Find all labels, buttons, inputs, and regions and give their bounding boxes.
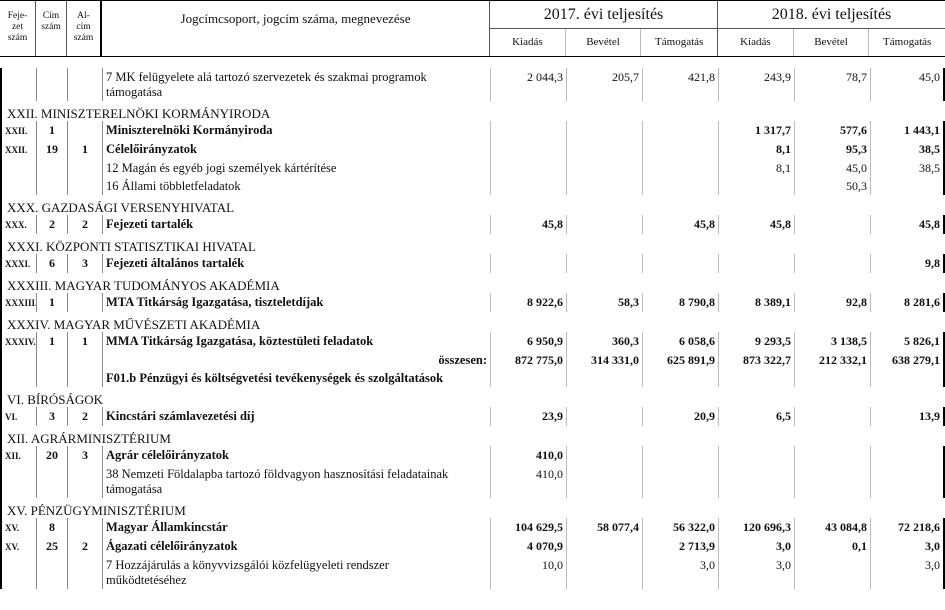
alcim-cell xyxy=(67,556,102,589)
fejezet-cell: XXXI. xyxy=(0,254,36,273)
tamogatas-2017-cell: 421,8 xyxy=(642,68,718,101)
table-row xyxy=(0,215,945,234)
bevetel-2017-cell: 58 077,4 xyxy=(566,518,642,537)
name-cell: Ágazati célelőirányzatok xyxy=(102,537,490,556)
name-cell: 7 MK felügyelete alá tartozó szervezetek és szakmai programok támogatása xyxy=(102,68,490,101)
bevetel-2018-cell xyxy=(794,556,870,589)
col-alcim: Al- cím szám xyxy=(67,1,102,56)
kiadas-2018-cell: 243,9 xyxy=(718,68,794,101)
tamogatas-2018-cell xyxy=(870,446,945,465)
name-cell: 12 Magán és egyéb jogi személyek kártérítése xyxy=(102,159,490,177)
tamogatas-2017-cell xyxy=(642,159,718,177)
table-body xyxy=(0,68,945,589)
table-row xyxy=(0,351,945,369)
kiadas-2018-cell: 3,0 xyxy=(718,556,794,589)
bevetel-2018-cell xyxy=(794,446,870,465)
kiadas-2018-cell: 6,5 xyxy=(718,407,794,426)
cim-cell xyxy=(36,351,67,369)
bevetel-2017-cell: 360,3 xyxy=(566,332,642,351)
name-cell: Agrár célelőirányzatok xyxy=(102,446,490,465)
name-cell: F01.b Pénzügyi és költségvetési tevékenységek és szolgáltatások xyxy=(102,369,490,387)
col-bevetel-2017: Bevétel xyxy=(566,29,642,56)
cim-cell: 8 xyxy=(36,518,67,537)
fejezet-cell: XV. xyxy=(0,537,36,556)
tamogatas-2017-cell: 625 891,9 xyxy=(642,351,718,369)
kiadas-2017-cell xyxy=(490,159,566,177)
name-cell: 16 Állami többletfeladatok xyxy=(102,177,490,195)
cim-cell: 1 xyxy=(36,332,67,351)
alcim-cell xyxy=(67,465,102,498)
name-cell: MTA Titkárság Igazgatása, tiszteletdíjak xyxy=(102,293,490,312)
table-header xyxy=(0,0,945,57)
tamogatas-2018-cell: 38,5 xyxy=(870,140,945,159)
kiadas-2017-cell xyxy=(490,254,566,273)
cim-cell xyxy=(36,369,67,387)
kiadas-2018-cell: 8,1 xyxy=(718,140,794,159)
tamogatas-2017-cell xyxy=(642,140,718,159)
cim-cell: 1 xyxy=(36,121,67,140)
name-cell: MMA Titkárság Igazgatása, köztestületi feladatok xyxy=(102,332,490,351)
tamogatas-2017-cell xyxy=(642,177,718,195)
cim-cell: 25 xyxy=(36,537,67,556)
alcim-cell: 3 xyxy=(67,446,102,465)
bevetel-2018-cell xyxy=(794,215,870,234)
tamogatas-2017-cell: 20,9 xyxy=(642,407,718,426)
kiadas-2017-cell: 410,0 xyxy=(490,465,566,498)
bevetel-2017-cell xyxy=(566,369,642,387)
alcim-cell xyxy=(67,369,102,387)
alcim-cell: 1 xyxy=(67,332,102,351)
table-row xyxy=(0,177,945,195)
kiadas-2018-cell xyxy=(718,465,794,498)
fejezet-cell xyxy=(0,465,36,498)
col-name: Jogcímcsoport, jogcím száma, megnevezése xyxy=(102,1,490,56)
section-heading: XXX. GAZDASÁGI VERSENYHIVATAL xyxy=(0,195,945,215)
cim-cell: 20 xyxy=(36,446,67,465)
table-row xyxy=(0,68,945,101)
bevetel-2017-cell xyxy=(566,465,642,498)
cim-cell: 6 xyxy=(36,254,67,273)
kiadas-2018-cell xyxy=(718,446,794,465)
section-heading: VI. BÍRÓSÁGOK xyxy=(0,387,945,407)
fejezet-cell: XXX. xyxy=(0,215,36,234)
bevetel-2017-cell xyxy=(566,254,642,273)
section-heading: XXXIII. MAGYAR TUDOMÁNYOS AKADÉMIA xyxy=(0,273,945,293)
bevetel-2017-cell: 205,7 xyxy=(566,68,642,101)
fejezet-cell xyxy=(0,369,36,387)
tamogatas-2017-cell: 2 713,9 xyxy=(642,537,718,556)
year-2018-title: 2018. évi teljesítés xyxy=(718,1,945,29)
kiadas-2017-cell: 8 922,6 xyxy=(490,293,566,312)
section-heading: XII. AGRÁRMINISZTÉRIUM xyxy=(0,426,945,446)
tamogatas-2017-cell xyxy=(642,446,718,465)
bevetel-2017-cell xyxy=(566,215,642,234)
table-row xyxy=(0,556,945,589)
cim-cell: 3 xyxy=(36,407,67,426)
bevetel-2017-cell xyxy=(566,446,642,465)
kiadas-2018-cell xyxy=(718,177,794,195)
table-row xyxy=(0,121,945,140)
fejezet-cell: XXXIV. xyxy=(0,332,36,351)
fejezet-cell: XXII. xyxy=(0,121,36,140)
table-row xyxy=(0,446,945,465)
cim-cell: 19 xyxy=(36,140,67,159)
table-row xyxy=(0,140,945,159)
year-2017-title: 2017. évi teljesítés xyxy=(490,1,717,29)
col-tamogatas-2018: Támogatás xyxy=(883,36,932,48)
alcim-cell xyxy=(67,68,102,101)
alcim-cell xyxy=(67,351,102,369)
kiadas-2017-cell: 104 629,5 xyxy=(490,518,566,537)
year-2018-group xyxy=(718,1,945,56)
kiadas-2017-cell: 4 070,9 xyxy=(490,537,566,556)
col-kiadas-2017: Kiadás xyxy=(490,29,566,56)
tamogatas-2017-cell: 3,0 xyxy=(642,556,718,589)
tamogatas-2018-cell: 3,0 xyxy=(870,556,945,589)
col-bevetel-2018: Bevétel xyxy=(794,29,870,56)
table-row xyxy=(0,518,945,537)
table-row xyxy=(0,159,945,177)
table-row xyxy=(0,465,945,498)
table-row xyxy=(0,369,945,387)
name-cell: Célelőirányzatok xyxy=(102,140,490,159)
bevetel-2018-cell: 92,8 xyxy=(794,293,870,312)
bevetel-2018-cell: 95,3 xyxy=(794,140,870,159)
section-heading: XXXI. KÖZPONTI STATISZTIKAI HIVATAL xyxy=(0,234,945,254)
name-cell: 7 Hozzájárulás a könyvvizsgálói közfelügyeleti rendszer működtetéséhez xyxy=(102,556,490,589)
kiadas-2018-cell: 873 322,7 xyxy=(718,351,794,369)
cim-cell: 1 xyxy=(36,293,67,312)
kiadas-2018-cell: 3,0 xyxy=(718,537,794,556)
table-row xyxy=(0,293,945,312)
bevetel-2017-cell xyxy=(566,537,642,556)
alcim-cell: 3 xyxy=(67,254,102,273)
tamogatas-2018-cell xyxy=(870,465,945,498)
year-2017-group xyxy=(490,1,718,56)
fejezet-cell xyxy=(0,68,36,101)
kiadas-2017-cell xyxy=(490,121,566,140)
fejezet-cell xyxy=(0,556,36,589)
name-cell: Miniszterelnöki Kormányiroda xyxy=(102,121,490,140)
kiadas-2017-cell xyxy=(490,140,566,159)
kiadas-2018-cell xyxy=(718,254,794,273)
alcim-cell xyxy=(67,293,102,312)
header-spacer xyxy=(0,57,945,68)
bevetel-2017-cell xyxy=(566,556,642,589)
cim-cell xyxy=(36,556,67,589)
fejezet-cell xyxy=(0,177,36,195)
tamogatas-2017-cell: 45,8 xyxy=(642,215,718,234)
fejezet-cell: XXXIII. xyxy=(0,293,36,312)
tamogatas-2018-cell: 45,8 xyxy=(870,215,945,234)
name-cell: Kincstári számlavezetési díj xyxy=(102,407,490,426)
bevetel-2017-cell: 314 331,0 xyxy=(566,351,642,369)
bevetel-2018-cell: 43 084,8 xyxy=(794,518,870,537)
col-fejezet: Feje- zet szám xyxy=(0,1,36,56)
tamogatas-2018-cell: 45,0 xyxy=(870,68,945,101)
bevetel-2018-cell: 577,6 xyxy=(794,121,870,140)
bevetel-2018-cell xyxy=(794,465,870,498)
bevetel-2018-cell: 45,0 xyxy=(794,159,870,177)
fejezet-cell: XII. xyxy=(0,446,36,465)
tamogatas-2018-cell: 72 218,6 xyxy=(870,518,945,537)
bevetel-2017-cell xyxy=(566,140,642,159)
name-cell: Magyar Államkincstár xyxy=(102,518,490,537)
kiadas-2018-cell xyxy=(718,369,794,387)
bevetel-2017-cell xyxy=(566,121,642,140)
tamogatas-2018-cell xyxy=(870,177,945,195)
name-cell: Fejezeti általános tartalék xyxy=(102,254,490,273)
section-heading: XXXIV. MAGYAR MŰVÉSZETI AKADÉMIA xyxy=(0,312,945,332)
tamogatas-2017-cell: 56 322,0 xyxy=(642,518,718,537)
tamogatas-2018-cell: 3,0 xyxy=(870,537,945,556)
cim-cell xyxy=(36,68,67,101)
tamogatas-2017-cell xyxy=(642,121,718,140)
cim-cell xyxy=(36,159,67,177)
cim-cell xyxy=(36,465,67,498)
kiadas-2017-cell: 872 775,0 xyxy=(490,351,566,369)
col-cim: Cím szám xyxy=(36,1,67,56)
kiadas-2018-cell: 8 389,1 xyxy=(718,293,794,312)
name-cell: összesen: xyxy=(102,351,490,369)
fejezet-cell: XXII. xyxy=(0,140,36,159)
alcim-cell: 2 xyxy=(67,537,102,556)
table-row xyxy=(0,537,945,556)
col-kiadas-2018: Kiadás xyxy=(718,29,794,56)
tamogatas-2017-cell xyxy=(642,369,718,387)
kiadas-2017-cell: 45,8 xyxy=(490,215,566,234)
kiadas-2017-cell xyxy=(490,369,566,387)
kiadas-2017-cell: 6 950,9 xyxy=(490,332,566,351)
fejezet-cell: VI. xyxy=(0,407,36,426)
tamogatas-2018-cell: 638 279,1 xyxy=(870,351,945,369)
name-cell: 38 Nemzeti Földalapba tartozó földvagyon hasznosítási feladatainak támogatása xyxy=(102,465,490,498)
bevetel-2018-cell xyxy=(794,254,870,273)
alcim-cell xyxy=(67,159,102,177)
cim-cell: 2 xyxy=(36,215,67,234)
alcim-cell: 1 xyxy=(67,140,102,159)
table-row xyxy=(0,254,945,273)
fejezet-cell: XV. xyxy=(0,518,36,537)
table-row xyxy=(0,332,945,351)
section-heading: XV. PÉNZÜGYMINISZTÉRIUM xyxy=(0,498,945,518)
tamogatas-2017-cell: 8 790,8 xyxy=(642,293,718,312)
tamogatas-2018-cell: 5 826,1 xyxy=(870,332,945,351)
alcim-cell: 2 xyxy=(67,215,102,234)
bevetel-2018-cell xyxy=(794,369,870,387)
kiadas-2018-cell: 45,8 xyxy=(718,215,794,234)
bevetel-2017-cell: 58,3 xyxy=(566,293,642,312)
bevetel-2018-cell: 0,1 xyxy=(794,537,870,556)
kiadas-2017-cell xyxy=(490,177,566,195)
cim-cell xyxy=(36,177,67,195)
tamogatas-2017-cell xyxy=(642,465,718,498)
alcim-cell xyxy=(67,177,102,195)
bevetel-2018-cell xyxy=(794,407,870,426)
kiadas-2017-cell: 10,0 xyxy=(490,556,566,589)
kiadas-2017-cell: 410,0 xyxy=(490,446,566,465)
bevetel-2018-cell: 50,3 xyxy=(794,177,870,195)
tamogatas-2017-cell xyxy=(642,254,718,273)
alcim-cell xyxy=(67,121,102,140)
name-cell: Fejezeti tartalék xyxy=(102,215,490,234)
col-tamogatas-2017: Támogatás xyxy=(655,36,704,48)
alcim-cell xyxy=(67,518,102,537)
tamogatas-2018-cell: 1 443,1 xyxy=(870,121,945,140)
kiadas-2018-cell: 8,1 xyxy=(718,159,794,177)
tamogatas-2018-cell: 38,5 xyxy=(870,159,945,177)
tamogatas-2017-cell: 6 058,6 xyxy=(642,332,718,351)
tamogatas-2018-cell: 9,8 xyxy=(870,254,945,273)
section-heading: XXII. MINISZTERELNÖKI KORMÁNYIRODA xyxy=(0,101,945,121)
kiadas-2017-cell: 2 044,3 xyxy=(490,68,566,101)
kiadas-2017-cell: 23,9 xyxy=(490,407,566,426)
kiadas-2018-cell: 1 317,7 xyxy=(718,121,794,140)
bevetel-2018-cell: 212 332,1 xyxy=(794,351,870,369)
tamogatas-2018-cell: 13,9 xyxy=(870,407,945,426)
kiadas-2018-cell: 120 696,3 xyxy=(718,518,794,537)
tamogatas-2018-cell: 8 281,6 xyxy=(870,293,945,312)
table-row xyxy=(0,407,945,426)
bevetel-2017-cell xyxy=(566,159,642,177)
kiadas-2018-cell: 9 293,5 xyxy=(718,332,794,351)
alcim-cell: 2 xyxy=(67,407,102,426)
bevetel-2018-cell: 78,7 xyxy=(794,68,870,101)
tamogatas-2018-cell xyxy=(870,369,945,387)
fejezet-cell xyxy=(0,351,36,369)
bevetel-2017-cell xyxy=(566,407,642,426)
bevetel-2017-cell xyxy=(566,177,642,195)
fejezet-cell xyxy=(0,159,36,177)
bevetel-2018-cell: 3 138,5 xyxy=(794,332,870,351)
